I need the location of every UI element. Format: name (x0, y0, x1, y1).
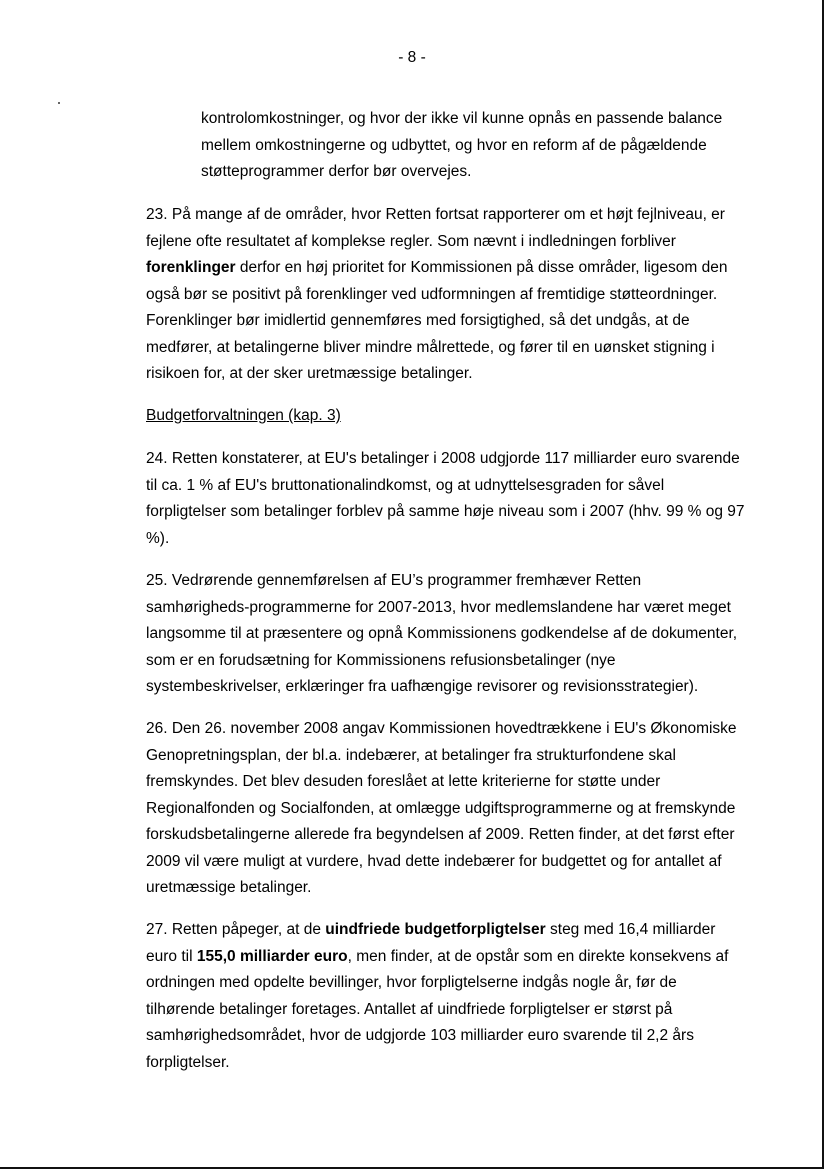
paragraph-23-text-2: derfor en høj prioritet for Kommissionen på disse områder, ligesom den også bør se positivt på forenklinger ved udformningen af fremtidige støtteordninger. Forenklinger bør imidlertid gennemføres med forsigtighed, så det undgås, at de medfører, at betalingerne bliver mindre målrettede, og fører til en uønsket stigning i risikoen for, at der sker uretmæssige betalinger. (146, 259, 728, 382)
continued-paragraph-block (201, 106, 741, 186)
scan-speck (58, 102, 60, 104)
paragraph-continued: kontrolomkostninger, og hvor der ikke vil kunne opnås en passende balance mellem omkostningerne og udbyttet, og hvor en reform af de pågældende støtteprogrammer derfor bør overvejes. (201, 110, 723, 180)
page-number: - 8 - (398, 49, 426, 66)
paragraph-27-block (146, 917, 746, 1076)
paragraph-25: 25. Vedrørende gennemførelsen af EU’s programmer fremhæver Retten samhørigheds-programmerne for 2007-2013, hvor medlemslandene har været meget langsomme til at præsentere og opnå Kommissionens godkendelse af de dokumenter, som er en forudsætning for Kommissionens refusionsbetalinger (nye systembeskrivelser, erklæringer fra uafhængige revisorer og revisionsstrategier). (146, 572, 738, 695)
paragraph-26-block (146, 716, 746, 902)
paragraph-24: 24. Retten konstaterer, at EU's betalinger i 2008 udgjorde 117 milliarder euro svarende til ca. 1 % af EU's bruttonationalindkomst, og at udnyttelsesgraden for såvel forpligtelser som betalinger forblev på samme høje niveau som i 2007 (hhv. 99 % og 97 %). (146, 450, 745, 547)
paragraph-27-text-2: steg med 16,4 milliarder euro til (146, 921, 716, 965)
paragraph-23-text-1: 23. På mange af de områder, hvor Retten fortsat rapporterer om et højt fejlniveau, er fejlene ofte resultatet af komplekse regler. Som nævnt i indledningen forbliver (146, 206, 725, 250)
paragraph-27 (146, 917, 746, 1076)
paragraph-23-bold-term: forenklinger (146, 259, 236, 276)
paragraph-26: 26. Den 26. november 2008 angav Kommissionen hovedtrækkene i EU's Økonomiske Genopretningsplan, der bl.a. indebærer, at betalinger fra strukturfondene skal fremskyndes. Det blev desuden foreslået at lette kriterierne for støtte under Regionalfonden og Socialfonden, at omlægge udgiftsprogrammerne og at fremskynde forskudsbetalingerne allerede fra begyndelsen af 2009. Retten finder, at det først efter 2009 vil være muligt at vurdere, hvad dette indebærer for budgettet og for antallet af uretmæssige betalinger. (146, 720, 737, 896)
section-heading-budget: Budgetforvaltningen (kap. 3) (146, 407, 341, 424)
paragraph-27-text-1: 27. Retten påpeger, at de (146, 921, 326, 938)
paragraph-23-block (146, 202, 746, 388)
paragraph-27-text-3: , men finder, at de opstår som en direkte konsekvens af ordningen med opdelte bevillinger, hvor forpligtelserne indgås nogle år, før de tilhørende betalinger foretages. Antallet af uindfriede forpligtelser er størst på samhørighedsområdet, hvor de udgjorde 103 milliarder euro svarende til 2,2 års forpligtelser. (146, 947, 729, 1071)
paragraph-23 (146, 202, 746, 388)
section-heading-block (146, 403, 341, 430)
paragraph-27-bold-term-2: 155,0 milliarder euro (196, 947, 348, 965)
paragraph-25-block (146, 568, 746, 701)
paragraph-24-block (146, 446, 746, 552)
paragraph-27-bold-term-1: uindfriede budgetforpligtelser (325, 921, 546, 938)
